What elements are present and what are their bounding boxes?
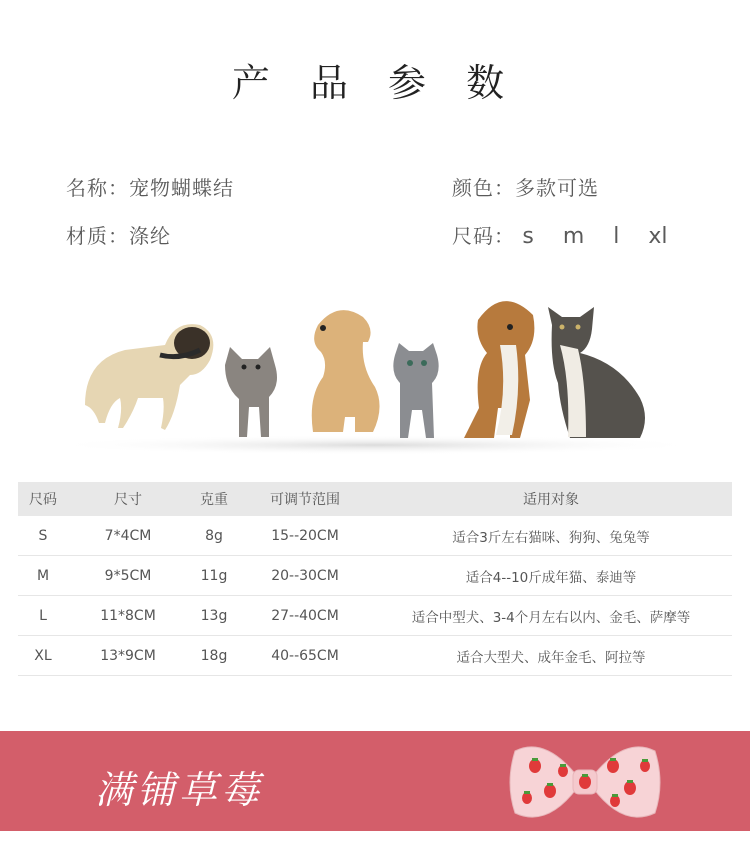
- banner-title: 满铺草莓: [95, 768, 264, 812]
- strawberry-banner: [0, 731, 750, 831]
- puppy-image: [312, 310, 380, 432]
- cat-image: [548, 307, 645, 438]
- table-row: [18, 596, 732, 636]
- table-row: [18, 516, 732, 556]
- table-cell: 9*5CM: [68, 556, 188, 596]
- table-cell: 7*4CM: [68, 516, 188, 556]
- table-cell: S: [18, 516, 68, 556]
- table-cell: 27--40CM: [240, 596, 370, 636]
- size-table: [18, 482, 732, 676]
- spec-name: 名称：宠物蝴蝶结: [66, 176, 234, 200]
- spec-size-values: [522, 224, 689, 249]
- table-cell: M: [18, 556, 68, 596]
- table-cell: 15--20CM: [240, 516, 370, 556]
- table-cell: 20--30CM: [240, 556, 370, 596]
- kitten-image: [225, 347, 277, 437]
- table-cell: 8g: [188, 516, 240, 556]
- size-value: m: [562, 224, 585, 249]
- table-cell: 11g: [188, 556, 240, 596]
- pug-image: [85, 324, 213, 430]
- table-cell: L: [18, 596, 68, 636]
- table-row: [18, 636, 732, 676]
- table-cell: 11*8CM: [68, 596, 188, 636]
- table-header: 尺寸: [68, 482, 188, 516]
- spec-color: 颜色：多款可选: [452, 176, 599, 200]
- spec-size: [452, 220, 690, 249]
- table-header: 克重: [188, 482, 240, 516]
- grey-kitten-image: [393, 343, 438, 438]
- size-value: s: [522, 224, 534, 249]
- table-header: 适用对象: [370, 482, 732, 516]
- spec-size-label: 尺码：: [452, 224, 515, 248]
- table-cell: 适合3斤左右猫咪、狗狗、兔兔等: [370, 516, 732, 556]
- spec-material: 材质：涤纶: [66, 224, 171, 248]
- table-cell: 适合大型犬、成年金毛、阿拉等: [370, 636, 732, 676]
- table-cell: 40--65CM: [240, 636, 370, 676]
- beagle-image: [464, 301, 534, 438]
- table-cell: 13*9CM: [68, 636, 188, 676]
- table-cell: 18g: [188, 636, 240, 676]
- table-cell: XL: [18, 636, 68, 676]
- table-header: 可调节范围: [240, 482, 370, 516]
- table-cell: 13g: [188, 596, 240, 636]
- table-row: [18, 556, 732, 596]
- size-value: xl: [648, 224, 668, 249]
- strawberry-bow-image: [505, 736, 665, 826]
- table-cell: 适合中型犬、3-4个月左右以内、金毛、萨摩等: [370, 596, 732, 636]
- pets-photo: [0, 285, 750, 460]
- size-value: l: [613, 224, 620, 249]
- table-header-row: [18, 482, 732, 516]
- table-header: 尺码: [18, 482, 68, 516]
- page-title: 产 品 参 数: [231, 61, 519, 105]
- table-cell: 适合4--10斤成年猫、泰迪等: [370, 556, 732, 596]
